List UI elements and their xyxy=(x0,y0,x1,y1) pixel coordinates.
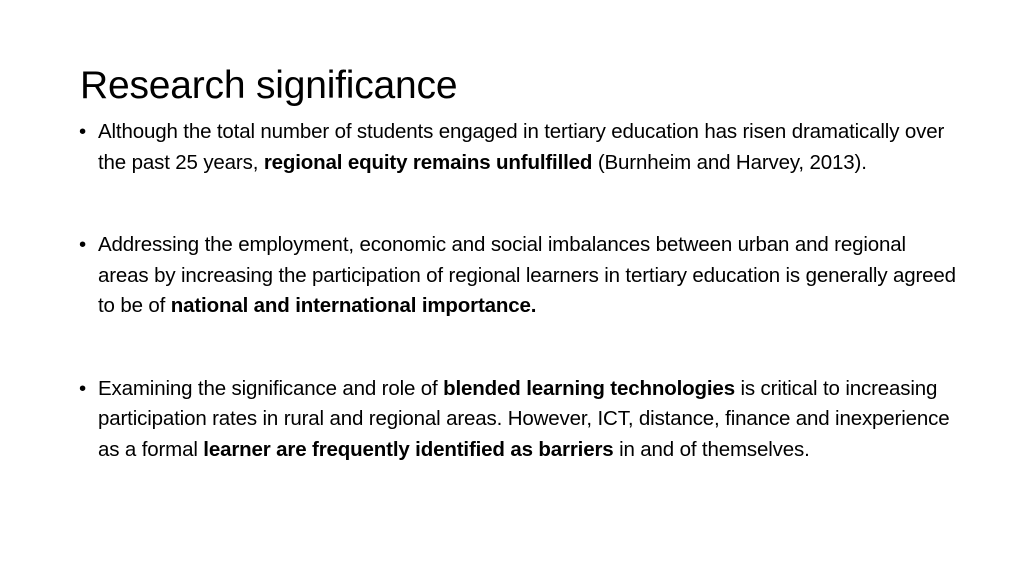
text-segment: is critical to increasing participation rates in rural and regional areas. However, ICT, distance, finance and inexperience as a formal xyxy=(98,376,950,461)
bullet-icon: • xyxy=(79,376,87,400)
text-segment: Addressing the employment, economic and social imbalances between urban and regional areas by increasing the participation of regional learners in tertiary education is generally agreed to be of xyxy=(98,233,956,317)
text-segment: Although the total number of students engaged in tertiary education has risen dramatically over the past 25 years, xyxy=(98,120,945,174)
bullet-list xyxy=(79,117,959,465)
text-segment: Examining the significance and role of xyxy=(98,376,444,400)
bullet-icon: • xyxy=(79,120,87,143)
bullet-icon: • xyxy=(79,233,87,256)
bullet-text xyxy=(98,120,944,174)
bullet-item-2 xyxy=(79,230,959,322)
text-segment: (Burnheim and Harvey, 2013). xyxy=(592,150,867,174)
emphasis-regional-equity: regional equity remains unfulfilled xyxy=(263,150,593,174)
text-segment: in and of themselves. xyxy=(613,437,810,461)
bullet-text xyxy=(98,233,956,317)
emphasis-barriers: learner are frequently identified as barriers xyxy=(203,437,614,461)
bullet-item-1 xyxy=(79,117,959,178)
emphasis-blended-learning: blended learning technologies xyxy=(443,376,735,400)
emphasis-national-importance: national and international importance. xyxy=(170,294,537,317)
slide-title: Research significance xyxy=(80,64,458,107)
bullet-text xyxy=(98,377,950,461)
bullet-item-3 xyxy=(79,374,959,466)
